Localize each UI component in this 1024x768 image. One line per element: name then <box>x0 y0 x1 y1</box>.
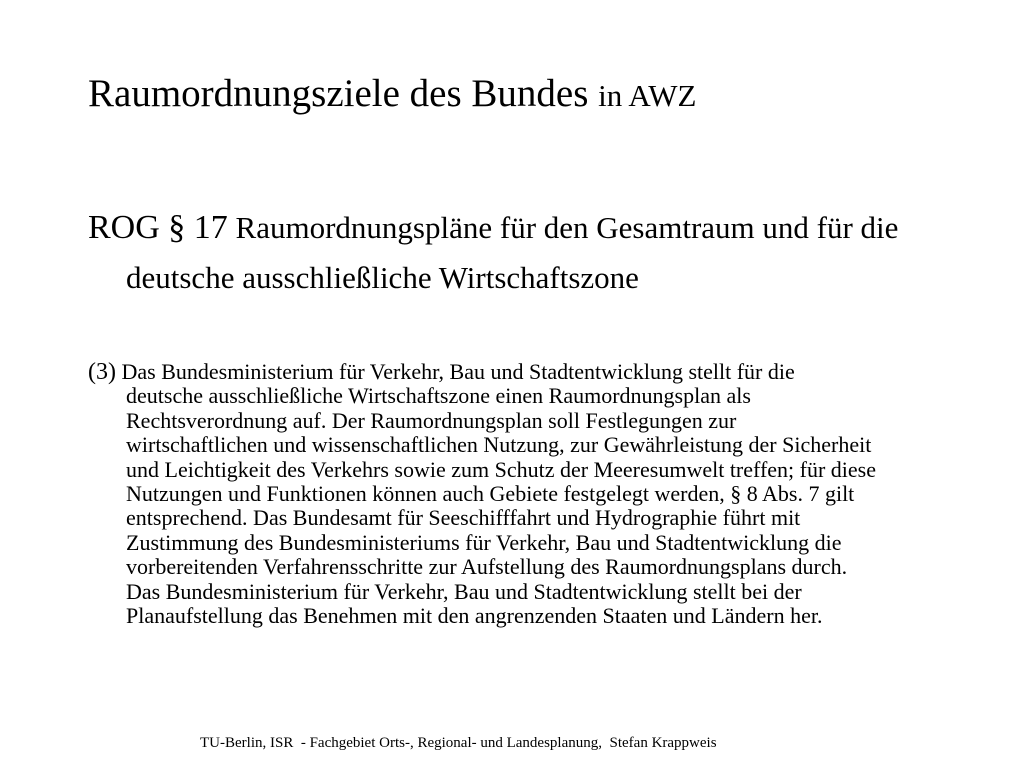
paragraph-line-4: wirtschaftlichen und wissenschaftlichen Nutzung, zur Gewährleistung der Sicherheit <box>126 432 872 458</box>
title-suffix: in AWZ <box>598 78 697 113</box>
paragraph-line-7: entsprechend. Das Bundesamt für Seeschifffahrt und Hydrographie führt mit <box>126 505 801 531</box>
paragraph-number: (3) <box>88 359 116 385</box>
slide-title <box>88 70 696 120</box>
title-main: Raumordnungsziele des Bundes <box>88 72 589 115</box>
law-heading-line-1 <box>88 203 988 253</box>
law-paragraph <box>88 360 988 628</box>
paragraph-line-10: Das Bundesministerium für Verkehr, Bau und Stadtentwicklung stellt bei der <box>126 578 802 604</box>
paragraph-line-1 <box>88 360 988 384</box>
paragraph-line-6: Nutzungen und Funktionen können auch Gebiete festgelegt werden, § 8 Abs. 7 gilt <box>126 481 855 507</box>
law-heading <box>88 203 988 303</box>
paragraph-line-3: Rechtsverordnung auf. Der Raumordnungsplan soll Festlegungen zur <box>126 407 737 433</box>
paragraph-line-1-text: Das Bundesministerium für Verkehr, Bau und Stadtentwicklung stellt für die <box>121 359 795 384</box>
paragraph-line-11: Planaufstellung das Benehmen mit den angrenzenden Staaten und Ländern her. <box>126 603 823 629</box>
law-reference: ROG § 17 <box>88 209 228 246</box>
paragraph-line-8: Zustimmung des Bundesministeriums für Verkehr, Bau und Stadtentwicklung die <box>126 529 842 555</box>
law-title-part-2: deutsche ausschließliche Wirtschaftszone <box>126 260 639 295</box>
paragraph-line-2: deutsche ausschließliche Wirtschaftszone einen Raumordnungsplan als <box>126 383 751 409</box>
paragraph-line-5: und Leichtigkeit des Verkehrs sowie zum Schutz der Meeresumwelt treffen; für diese <box>126 456 877 482</box>
paragraph-line-9: vorbereitenden Verfahrensschritte zur Aufstellung des Raumordnungsplans durch. <box>126 554 848 580</box>
slide-footer: TU-Berlin, ISR - Fachgebiet Orts-, Regional- und Landesplanung, Stefan Krappweis <box>200 735 717 751</box>
law-title-part-1: Raumordnungspläne für den Gesamtraum und für die <box>235 210 899 245</box>
